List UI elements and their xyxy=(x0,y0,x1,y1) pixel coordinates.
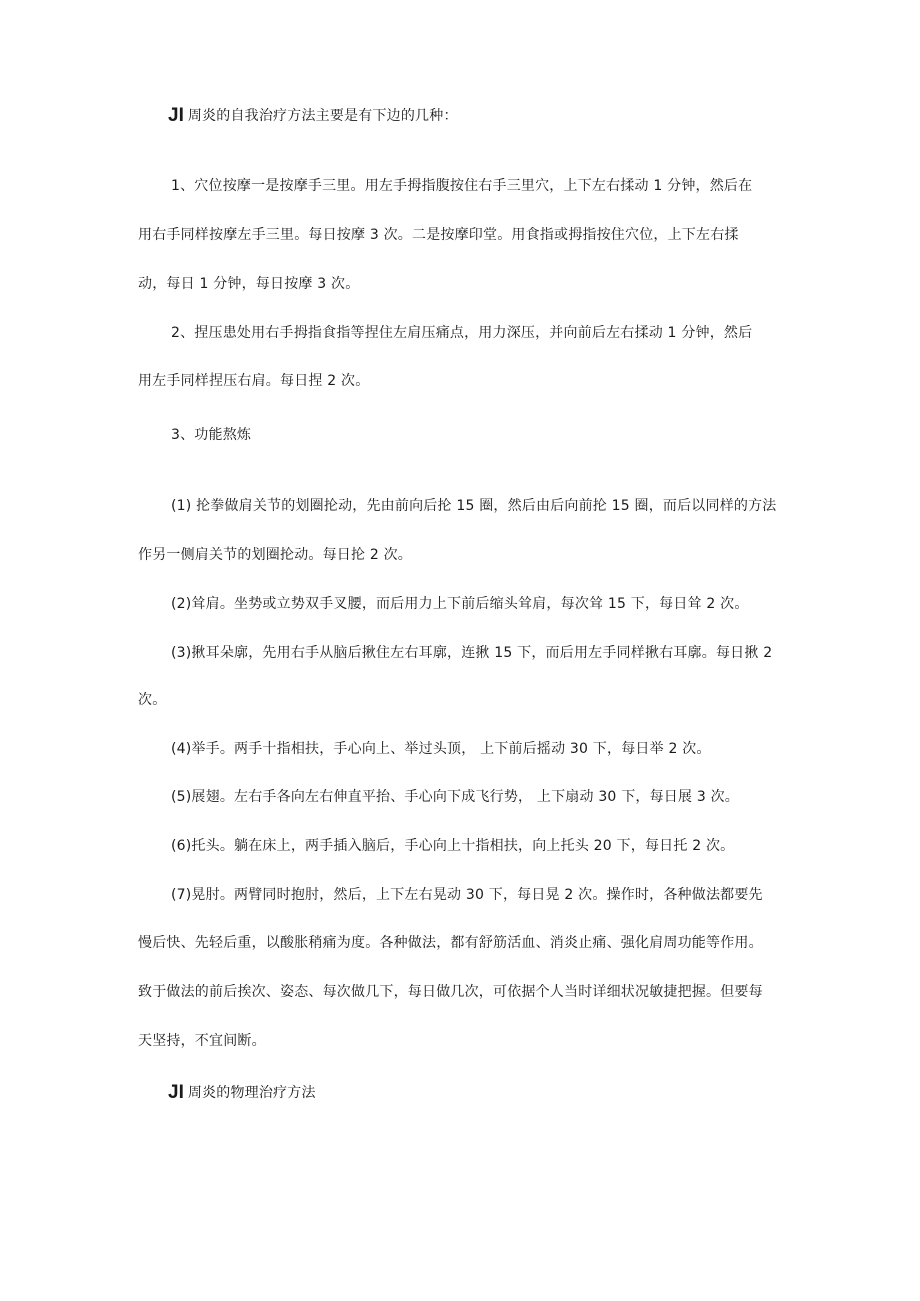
paragraph-line: 致于做法的前后挨次、姿态、每次做几下，每日做几次，可依据个人当时详细状况敏捷把握。但要每 xyxy=(138,984,763,1000)
paragraph-line: 天坚持，不宜间断。 xyxy=(138,1033,266,1049)
paragraph-line: (2)耸肩。坐势或立势双手叉腰，而后用力上下前后缩头耸肩，每次耸 15 下，每日耸 2 次。 xyxy=(171,596,749,612)
paragraph-line: 作另一侧肩关节的划圈抡动。每日抡 2 次。 xyxy=(138,547,413,563)
heading-prefix: JI xyxy=(168,105,184,126)
paragraph-line: (5)展翅。左右手各向左右伸直平抬、手心向下成飞行势， 上下扇动 30 下，每日展 3 次。 xyxy=(171,789,740,805)
section-heading-physical-therapy xyxy=(168,1083,316,1103)
paragraph-line: (6)托头。躺在床上，两手插入脑后，手心向上十指相扶，向上托头 20 下，每日托 2 次。 xyxy=(171,838,735,854)
paragraph-line: (3)揪耳朵廓，先用右手从脑后揪住左右耳廓，连揪 15 下，而后用左手同样揪右耳廓。每日揪 2 xyxy=(171,645,773,661)
subsection-heading-exercise: 3、功能熬炼 xyxy=(171,427,252,443)
heading-text: 周炎的自我治疗方法主要是有下边的几种： xyxy=(187,108,458,124)
paragraph-line: 1、穴位按摩一是按摩手三里。用左手拇指腹按住右手三里穴，上下左右揉动 1 分钟，然后在 xyxy=(171,178,753,194)
paragraph-line: 用左手同样捏压右肩。每日捏 2 次。 xyxy=(138,373,370,389)
paragraph-line: 用右手同样按摩左手三里。每日按摩 3 次。二是按摩印堂。用食指或拇指按住穴位，上下左右揉 xyxy=(138,227,739,243)
paragraph-line: (1) 抡拳做肩关节的划圈抡动，先由前向后抡 15 圈，然后由后向前抡 15 圈，而后以同样的方法 xyxy=(171,498,777,514)
paragraph-line: (7)晃肘。两臂同时抱肘，然后，上下左右晃动 30 下，每日晃 2 次。操作时，各种做法都要先 xyxy=(171,887,763,903)
paragraph-line: 慢后快、先轻后重，以酸胀稍痛为度。各种做法，都有舒筋活血、消炎止痛、强化肩周功能等作用。 xyxy=(138,935,763,951)
paragraph-line: 次。 xyxy=(138,692,167,708)
paragraph-line: 动，每日 1 分钟，每日按摩 3 次。 xyxy=(138,276,360,292)
heading-text: 周炎的物理治疗方法 xyxy=(187,1085,316,1101)
section-heading-self-treatment xyxy=(168,106,458,126)
paragraph-line: (4)举手。两手十指相扶，手心向上、举过头顶， 上下前后摇动 30 下，每日举 2 次。 xyxy=(171,741,711,757)
paragraph-line: 2、捏压患处用右手拇指食指等捏住左肩压痛点，用力深压，并向前后左右揉动 1 分钟，然后 xyxy=(171,325,753,341)
heading-prefix: JI xyxy=(168,1082,184,1103)
